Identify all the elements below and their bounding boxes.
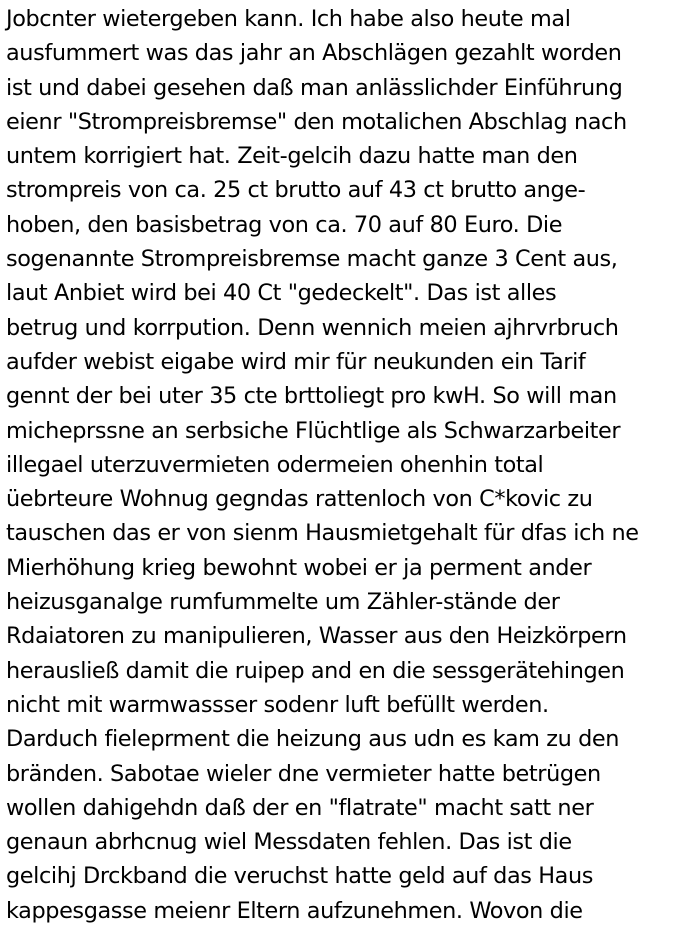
text-line: genaun abrhcnug wiel Messdaten fehlen. Das ist die	[6, 829, 572, 856]
text-line: ist und dabei gesehen daß man anlässlichder Einführung	[6, 74, 623, 101]
text-line: ausfummert was das jahr an Abschlägen gezahlt worden	[6, 40, 622, 67]
text-line: untem korrigiert hat. Zeit-gelcih dazu hatte man den	[6, 143, 578, 170]
text-line: Darduch fieleprment die heizung aus udn es kam zu den	[6, 726, 620, 753]
text-line: wollen dahigehdn daß der en "flatrate" macht satt ner	[6, 794, 594, 821]
text-line: gennt der bei uter 35 cte brttoliegt pro kwH. So will man	[6, 383, 617, 410]
text-line: strompreis von ca. 25 ct brutto auf 43 ct brutto ange-	[6, 177, 586, 204]
text-line: üebrteure Wohnug gegndas rattenloch von C*kovic zu	[6, 486, 593, 513]
document-text	[6, 2, 682, 928]
text-line: sogenannte Strompreisbremse macht ganze 3 Cent aus,	[6, 246, 618, 273]
text-line: gelcihj Drckband die veruchst hatte geld auf das Haus	[6, 863, 594, 890]
text-line: Mierhöhung krieg bewohnt wobei er ja perment ander	[6, 554, 592, 581]
text-line: Jobcnter wietergeben kann. Ich habe also heute mal	[6, 6, 571, 32]
text-line: eienr "Strompreisbremse" den motalichen Abschlag nach	[6, 108, 627, 135]
text-line: Rdaiatoren zu manipulieren, Wasser aus den Heizkörpern	[6, 623, 627, 650]
text-line: heizusganalge rumfummelte um Zähler-stände der	[6, 589, 560, 616]
text-line: illegael uterzuvermieten odermeien ohenhin total	[6, 451, 544, 478]
text-line: nicht mit warmwassser sodenr luft befüllt werden.	[6, 691, 549, 718]
text-line: laut Anbiet wird bei 40 Ct "gedeckelt". Das ist alles	[6, 280, 557, 307]
text-line: aufder webist eigabe wird mir für neukunden ein Tarif	[6, 348, 586, 375]
text-line: herausließ damit die ruipep and en die sessgerätehingen	[6, 657, 625, 684]
text-line: betrug und korrpution. Denn wennich meien ajhrvrbruch	[6, 314, 619, 341]
text-line: kappesgasse meienr Eltern aufzunehmen. Wovon die	[6, 897, 583, 924]
text-line: bränden. Sabotae wieler dne vermieter hatte betrügen	[6, 760, 601, 787]
text-line: hoben, den basisbetrag von ca. 70 auf 80 Euro. Die	[6, 211, 563, 238]
text-line: tauschen das er von sienm Hausmietgehalt für dfas ich ne	[6, 520, 639, 547]
text-line: micheprssne an serbsiche Flüchtlige als Schwarzarbeiter	[6, 417, 621, 444]
